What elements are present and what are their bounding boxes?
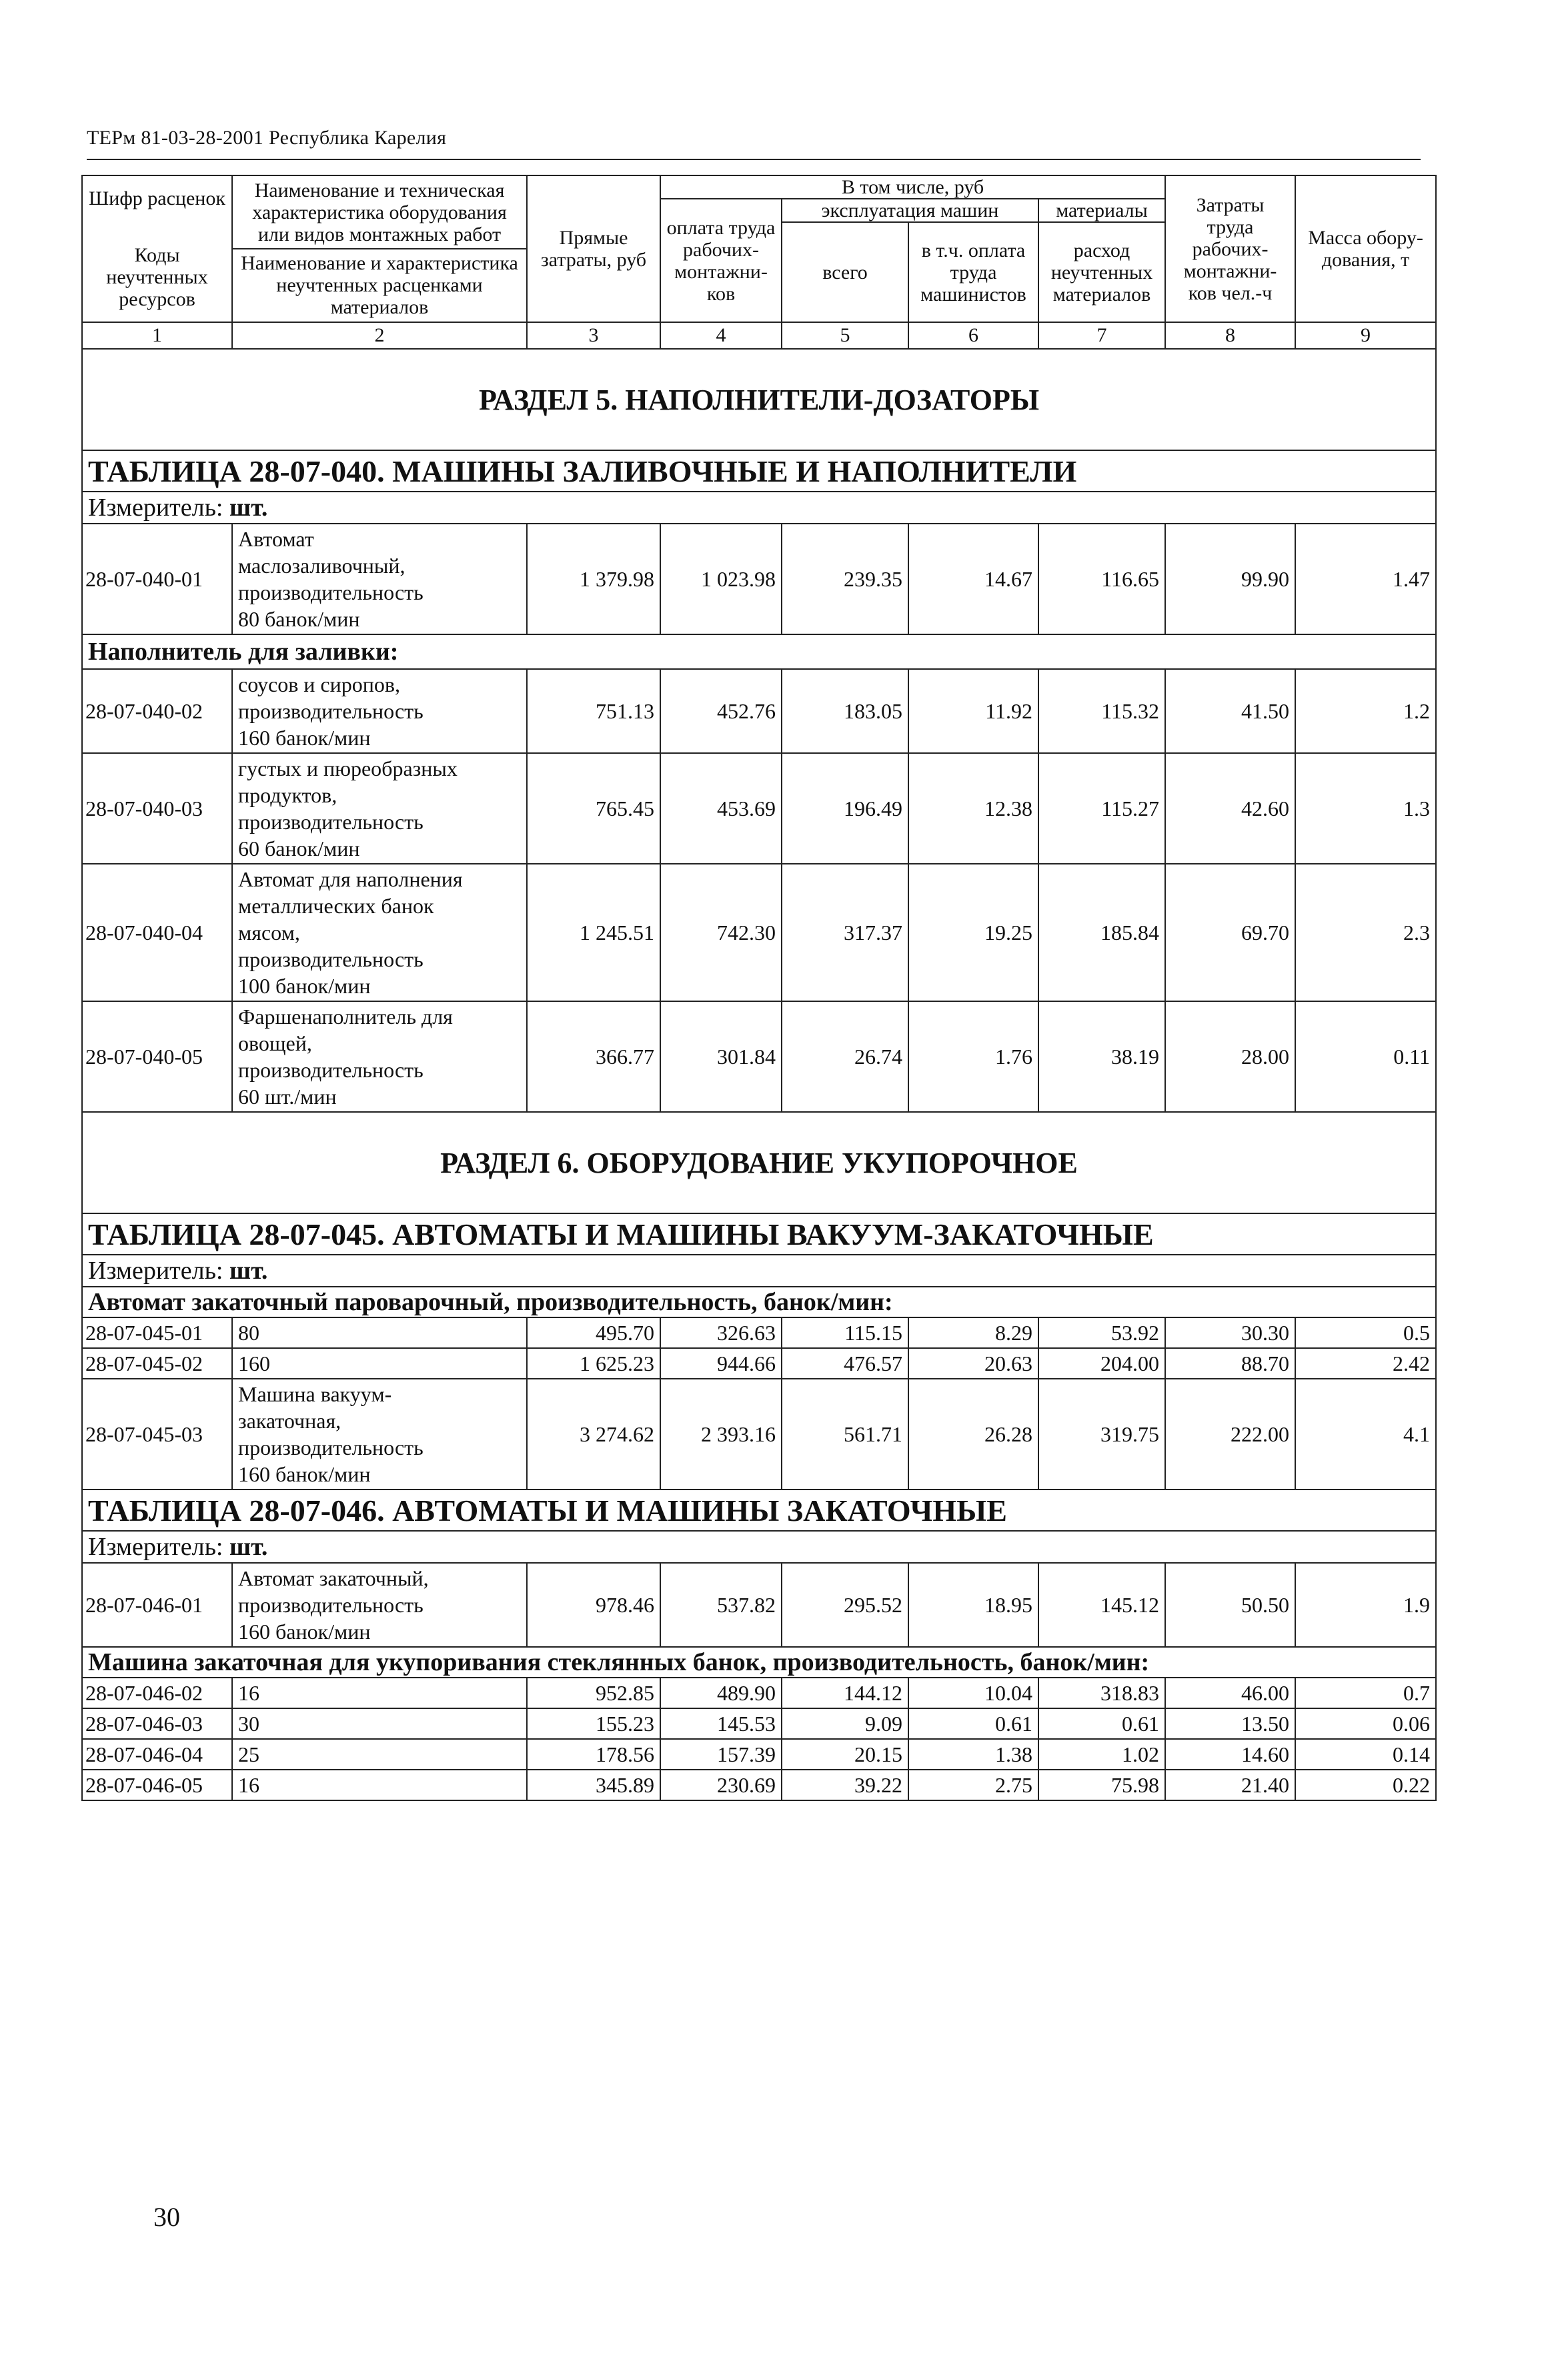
header-rule: [87, 159, 1421, 160]
table-row: 28-07-046-04 25 178.56 157.39 20.15 1.38 1.02 14.60 0.14: [82, 1739, 1436, 1770]
running-header: ТЕРм 81-03-28-2001 Республика Карелия: [87, 127, 447, 149]
unit-row: Измеритель: шт.: [82, 1255, 1436, 1287]
table-row: 28-07-045-01 80 495.70 326.63 115.15 8.29 53.92 30.30 0.5: [82, 1317, 1436, 1348]
table-row: 28-07-040-02 соусов и сиропов, производительность 160 банок/мин 751.13 452.76 183.05 11.92 115.32 41.50 1.2: [82, 669, 1436, 753]
group-heading: Автомат закаточный пароварочный, производительность, банок/мин:: [82, 1287, 1436, 1317]
table-title: ТАБЛИЦА 28-07-046. АВТОМАТЫ И МАШИНЫ ЗАКАТОЧНЫЕ: [82, 1490, 1436, 1531]
section-heading: РАЗДЕЛ 5. НАПОЛНИТЕЛИ-ДОЗАТОРЫ: [82, 349, 1436, 450]
col-machinist-wages-header: в т.ч. оплата труда машинистов: [908, 222, 1038, 322]
column-numbers-row: 1 2 3 4 5 6 7 8 9: [82, 322, 1436, 349]
group-heading: Наполнитель для заливки:: [82, 634, 1436, 669]
table-row: 28-07-040-05 Фаршенаполнитель для овощей, производительность 60 шт./мин 366.77 301.84 26.74 1.76 38.19 28.00 0.11: [82, 1001, 1436, 1112]
col-wages-header: оплата труда рабочих-монтажни-ков: [660, 199, 782, 322]
table-row: 28-07-046-05 16 345.89 230.69 39.22 2.75 75.98 21.40 0.22: [82, 1770, 1436, 1800]
col-materials-header: материалы: [1038, 199, 1165, 222]
section-heading: РАЗДЕЛ 6. ОБОРУДОВАНИЕ УКУПОРОЧНОЕ: [82, 1112, 1436, 1213]
col-name-header: Наименование и техническая характеристика оборудования или видов монтажных работ Наименование и характеристика неучтенных расценками материалов: [232, 175, 527, 322]
table-row: 28-07-046-01 Автомат закаточный, производительность 160 банок/мин 978.46 537.82 295.52 18.95 145.12 50.50 1.9: [82, 1563, 1436, 1647]
unit-row: Измеритель: шт.: [82, 1531, 1436, 1563]
table-row: 28-07-046-02 16 952.85 489.90 144.12 10.04 318.83 46.00 0.7: [82, 1678, 1436, 1708]
table-row: 28-07-040-04 Автомат для наполнения металлических банок мясом, производительность 100 банок/мин 1 245.51 742.30 317.37 19.25 185.84 69.70 2.3: [82, 864, 1436, 1001]
page-number: 30: [153, 2202, 180, 2232]
group-heading: Машина закаточная для укупоривания стеклянных банок, производительность, банок/мин:: [82, 1647, 1436, 1678]
col-machines-header: эксплуатация машин: [782, 199, 1038, 222]
col-mass-header: Масса обору-дования, т: [1295, 175, 1436, 322]
table-row: 28-07-040-03 густых и пюреобразных продуктов, производительность 60 банок/мин 765.45 453.69 196.49 12.38 115.27 42.60 1.3: [82, 753, 1436, 864]
unit-row: Измеритель: шт.: [82, 492, 1436, 524]
col-code-header: Шифр расценок Коды неучтенных ресурсов: [82, 175, 232, 322]
col-machines-total-header: всего: [782, 222, 908, 322]
table-row: 28-07-040-01 Автомат маслозаливочный, производительность 80 банок/мин 1 379.98 1 023.98 239.35 14.67 116.65 99.90 1.47: [82, 524, 1436, 634]
col-direct-costs-header: Прямые затраты, руб: [527, 175, 660, 322]
col-labor-hours-header: Затраты труда рабочих-монтажни-ков чел.-ч: [1165, 175, 1295, 322]
header-row-1: [82, 175, 1436, 199]
table-row: 28-07-045-03 Машина вакуум- закаточная, производительность 160 банок/мин 3 274.62 2 393.16 561.71 26.28 319.75 222.00 4.1: [82, 1379, 1436, 1490]
rates-table: [81, 175, 1437, 1801]
table-row: 28-07-046-03 30 155.23 145.53 9.09 0.61 0.61 13.50 0.06: [82, 1708, 1436, 1739]
table-title: ТАБЛИЦА 28-07-040. МАШИНЫ ЗАЛИВОЧНЫЕ И НАПОЛНИТЕЛИ: [82, 450, 1436, 492]
col-incl-header: В том числе, руб: [660, 175, 1165, 199]
col-materials-consumption-header: расход неучтенных материалов: [1038, 222, 1165, 322]
table-title: ТАБЛИЦА 28-07-045. АВТОМАТЫ И МАШИНЫ ВАКУУМ-ЗАКАТОЧНЫЕ: [82, 1213, 1436, 1255]
table-row: 28-07-045-02 160 1 625.23 944.66 476.57 20.63 204.00 88.70 2.42: [82, 1348, 1436, 1379]
